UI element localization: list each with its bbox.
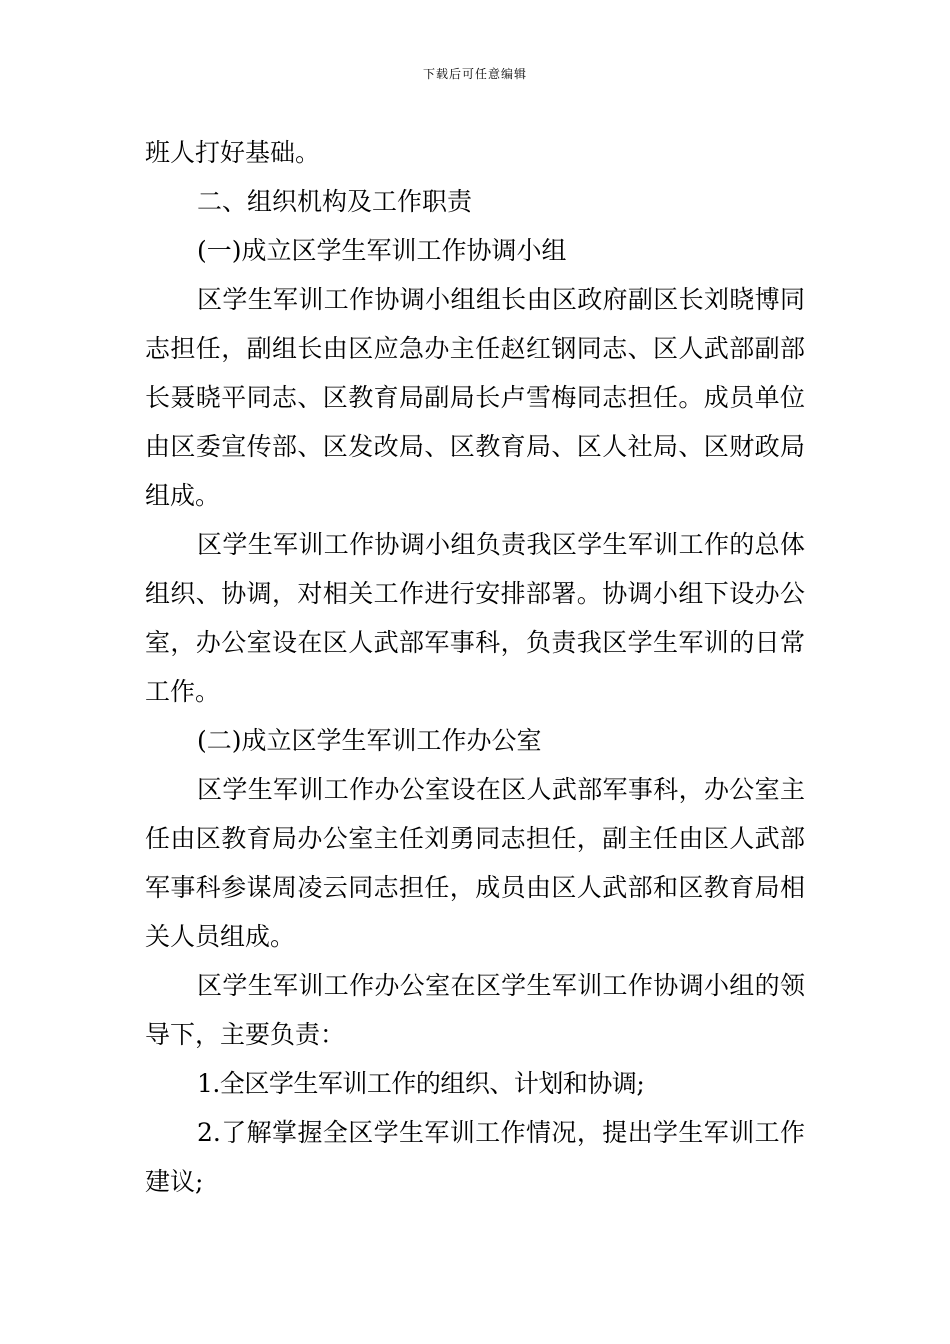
subsection-heading-1: (一)成立区学生军训工作协调小组: [197, 236, 567, 265]
paragraph-continuation: 班人打好基础。: [145, 138, 321, 167]
subsection-heading-2: (二)成立区学生军训工作办公室: [197, 726, 542, 755]
list-item-duty-2: 2.了解掌握全区学生军训工作情况，提出学生军训工作建议;: [145, 1118, 805, 1196]
paragraph-duties-intro: 区学生军训工作办公室在区学生军训工作协调小组的领导下，主要负责：: [145, 971, 805, 1049]
page-header-note: 下载后可任意编辑: [422, 67, 527, 81]
paragraph-responsibility: 区学生军训工作协调小组负责我区学生军训工作的总体组织、协调，对相关工作进行安排部署。协调小组下设办公室，办公室设在区人武部军事科，负责我区学生军训的日常工作。: [145, 530, 805, 706]
section-heading: 二、组织机构及工作职责: [197, 187, 473, 216]
document-body: [145, 128, 805, 1206]
paragraph-office: 区学生军训工作办公室设在区人武部军事科，办公室主任由区教育局办公室主任刘勇同志担任，副主任由区人武部军事科参谋周凌云同志担任，成员由区人武部和区教育局相关人员组成。: [145, 775, 805, 951]
paragraph-leadership: 区学生军训工作协调小组组长由区政府副区长刘晓博同志担任，副组长由区应急办主任赵红钢同志、区人武部副部长聂晓平同志、区教育局副局长卢雪梅同志担任。成员单位由区委宣传部、区发改局、区教育局、区人社局、区财政局组成。: [145, 285, 805, 510]
list-item-duty-1: 1.全区学生军训工作的组织、计划和协调;: [197, 1069, 645, 1098]
